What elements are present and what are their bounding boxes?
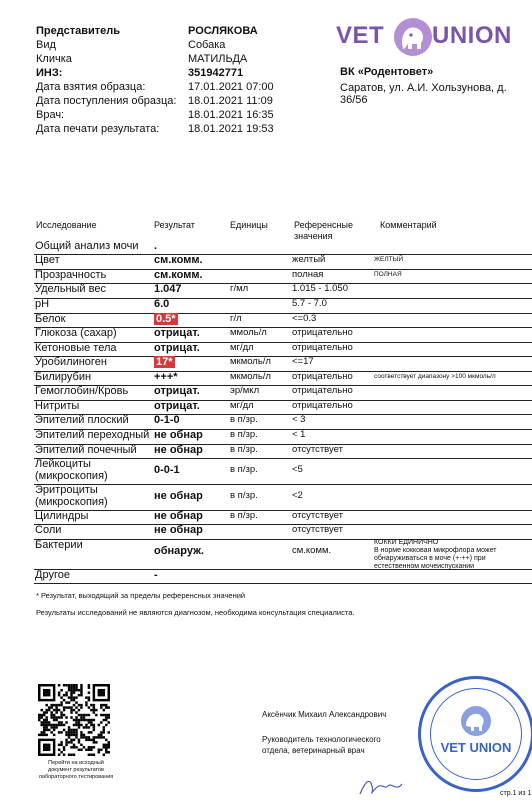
table-row — [34, 356, 532, 372]
test-name: Гемоглобин/Кровь — [35, 385, 129, 397]
result-value: +++* — [154, 371, 178, 383]
result-value: отрицат. — [154, 385, 200, 397]
vet-union-logo — [336, 16, 512, 56]
test-name: Лейкоциты (микроскопия) — [35, 458, 108, 482]
test-name: Общий анализ мочи — [35, 240, 139, 252]
reference-range: <=17 — [292, 356, 314, 367]
reference-range: отрицательно — [292, 371, 353, 382]
reference-range: < 3 — [292, 414, 306, 425]
field-value: Собака — [188, 39, 226, 51]
reference-range: полная — [292, 269, 324, 280]
qr-caption: Перейти на исходный документ результатов лабораторного тестирования — [38, 760, 114, 780]
unit: мкмоль/л — [230, 371, 271, 382]
result-value: не обнар — [154, 444, 203, 456]
result-value: не обнар — [154, 429, 203, 441]
test-name: Прозрачность — [35, 269, 107, 281]
comment: КОККИ ЕДИНИЧНО В норме кокковая микрофлора может обнаруживаться в моче (+-++) при естественном мочеиспускании — [374, 539, 497, 570]
clinic-name: ВК «Родентовет» — [340, 66, 434, 78]
table-row — [34, 429, 532, 445]
flag-note: * Результат, выходящий за пределы референсных значений — [36, 591, 246, 600]
table-row — [34, 254, 532, 270]
unit: мкмоль/л — [230, 356, 271, 367]
column-header-result: Результат — [154, 220, 195, 230]
test-name: Нитриты — [35, 400, 80, 412]
reference-range: отрицательно — [292, 385, 353, 396]
disclaimer: Результаты исследований не являются диагнозом, необходима консультация специалиста. — [36, 608, 355, 617]
reference-range: отсутствует — [292, 510, 343, 521]
reference-range: см.комм. — [292, 545, 332, 556]
table-row — [34, 269, 532, 284]
unit: эр/мкл — [230, 385, 260, 396]
signer-name: Аксёнчик Михаил Александрович — [262, 710, 387, 719]
column-header-comment: Комментарий — [380, 220, 437, 230]
field-value: 18.01.2021 16:35 — [188, 109, 274, 121]
test-name: Удельный вес — [35, 283, 106, 295]
field-label: Дата взятия образца: — [36, 81, 146, 93]
elephant-icon — [392, 16, 434, 58]
table-row — [34, 484, 532, 511]
column-header-test: Исследование — [36, 220, 97, 230]
comment: ПОЛНАЯ — [374, 271, 402, 278]
unit: г/л — [230, 313, 242, 324]
result-value: см.комм. — [154, 254, 203, 266]
field-value: 18.01.2021 11:09 — [188, 95, 273, 107]
result-value: отрицат. — [154, 400, 200, 412]
field-value: 17.01.2021 07:00 — [188, 81, 274, 93]
result-value: не обнар — [154, 510, 203, 522]
field-label: Вид — [36, 39, 56, 51]
unit: в п/зр. — [230, 490, 258, 501]
reference-range: < 1 — [292, 429, 306, 440]
test-name: Эпителий плоский — [35, 414, 129, 426]
result-value: не обнар — [154, 524, 203, 536]
field-label: Представитель — [36, 25, 120, 37]
result-value: 0.5* — [156, 313, 176, 325]
qr-code[interactable] — [38, 684, 110, 756]
unit: в п/зр. — [230, 464, 258, 475]
result-value: 0-0-1 — [154, 464, 180, 476]
test-name: Соли — [35, 524, 62, 536]
test-name: Другое — [35, 569, 70, 581]
table-row — [34, 327, 532, 343]
result-value: отрицат. — [154, 327, 200, 339]
table-row — [34, 371, 532, 386]
test-name: Кетоновые тела — [35, 342, 117, 354]
reference-range: отрицательно — [292, 400, 353, 411]
unit: г/мл — [230, 283, 249, 294]
reference-range: <2 — [292, 490, 303, 501]
test-name: Билирубин — [35, 371, 92, 383]
field-label: Дата печати результата: — [36, 123, 160, 135]
column-header-reference: Референсные значения — [294, 220, 353, 241]
result-value: 6.0 — [154, 298, 170, 310]
result-value: 0-1-0 — [154, 414, 180, 426]
signature — [356, 776, 406, 800]
reference-range: отсутствует — [292, 444, 343, 455]
reference-range: <5 — [292, 464, 303, 475]
table-row — [34, 524, 532, 540]
table-row — [34, 283, 532, 299]
test-name: Белок — [35, 313, 66, 325]
reference-range: отсутствует — [292, 524, 343, 535]
field-value: 18.01.2021 19:53 — [188, 123, 274, 135]
table-row — [34, 444, 532, 459]
page-number: стр.1 из 1 — [500, 790, 532, 797]
field-value: 351942771 — [188, 67, 244, 79]
reference-range: 5.7 - 7.0 — [292, 298, 327, 309]
test-name: Эритроциты (микроскопия) — [35, 484, 108, 508]
result-value: отрицат. — [154, 342, 200, 354]
reference-range: отрицательно — [292, 342, 353, 353]
table-row — [34, 539, 532, 570]
stamp-elephant-icon — [456, 704, 496, 738]
result-value: - — [154, 569, 158, 581]
result-value: 1.047 — [154, 283, 182, 295]
result-value: 17* — [156, 356, 173, 368]
reference-range: 1.015 - 1.050 — [292, 283, 348, 294]
unit: ммоль/л — [230, 327, 267, 338]
reference-range: желтый — [292, 254, 326, 265]
table-row — [34, 569, 532, 584]
logo-text-right: UNION — [432, 22, 512, 49]
test-name: pH — [35, 298, 50, 310]
result-value: не обнар — [154, 490, 203, 502]
clinic-address: Саратов, ул. А.И. Хользунова, д. 36/56 — [340, 82, 507, 106]
table-row — [34, 240, 532, 255]
comment: соответствует диапазону >100 мкмоль/л — [374, 373, 496, 380]
field-label: Кличка — [36, 53, 72, 65]
unit: в п/зр. — [230, 414, 258, 425]
unit: мг/дл — [230, 400, 254, 411]
field-label: ИНЗ: — [36, 67, 63, 79]
unit: в п/зр. — [230, 444, 258, 455]
table-row — [34, 510, 532, 525]
reference-range: <=0.3 — [292, 313, 317, 324]
table-row — [34, 298, 532, 314]
test-name: Глюкоза (сахар) — [35, 327, 117, 339]
table-row — [34, 342, 532, 357]
field-value: МАТИЛЬДА — [188, 53, 248, 65]
result-value: обнаруж. — [154, 545, 204, 557]
unit: в п/зр. — [230, 510, 258, 521]
unit: в п/зр. — [230, 429, 258, 440]
result-value: . — [154, 240, 158, 252]
test-name: Цилиндры — [35, 510, 89, 522]
table-row — [34, 414, 532, 430]
stamp-text: VET UNION — [440, 740, 512, 755]
logo-text-left: VET — [336, 22, 385, 49]
test-name: Уробилиноген — [35, 356, 107, 368]
unit: мг/дл — [230, 342, 254, 353]
table-row — [34, 313, 532, 328]
test-name: Бактерии — [35, 539, 83, 551]
column-header-units: Единицы — [230, 220, 268, 230]
test-name: Цвет — [35, 254, 60, 266]
table-row — [34, 385, 532, 401]
reference-range: отрицательно — [292, 327, 353, 338]
signer-role: Руководитель технологического отдела, ветеринарный врач — [262, 735, 381, 755]
test-name: Эпителий почечный — [35, 444, 137, 456]
field-label: Врач: — [36, 109, 65, 121]
result-value: см.комм. — [154, 269, 203, 281]
table-row — [34, 458, 532, 485]
test-name: Эпителий переходный — [35, 429, 150, 441]
field-value: РОСЛЯКОВА — [188, 25, 258, 37]
comment: ЖЕЛТЫЙ — [374, 256, 403, 263]
field-label: Дата поступления образца: — [36, 95, 177, 107]
table-row — [34, 400, 532, 415]
